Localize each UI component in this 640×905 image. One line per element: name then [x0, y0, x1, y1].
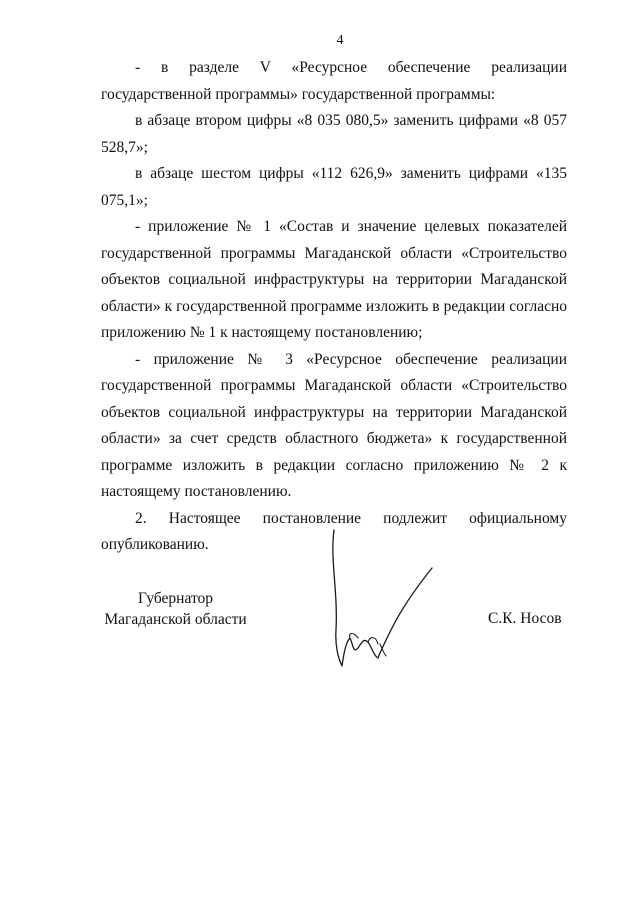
paragraph-publication: 2. Настоящее постановление подлежит официальному опубликованию.: [101, 509, 567, 553]
paragraph-appendix-1: - приложение № 1 «Состав и значение целевых показателей государственной программы Магаданской области «Строительство объектов социальной инфраструктуры на территории Магаданской области» к государственной программе изложить в редакции согласно приложению № 1 к настоящему постановлению;: [101, 218, 567, 341]
paragraph-abzac-2: в абзаце втором цифры «8 035 080,5» заменить цифрами «8 057 528,7»;: [101, 112, 567, 156]
governor-title-line2: Магаданской области: [104, 611, 247, 628]
handwritten-signature: [320, 520, 450, 670]
paragraph-section-v: - в разделе V «Ресурсное обеспечение реализации государственной программы» государственной программы:: [101, 59, 567, 103]
page-number: 4: [336, 33, 344, 48]
paragraph-appendix-3: - приложение № 3 «Ресурсное обеспечение реализации государственной программы Магаданской области «Строительство объектов социальной инфраструктуры на территории Магаданской области» за счет средств областного бюджета» к государственной программе изложить в редакции согласно приложению № 2 к настоящему постановлению.: [101, 350, 567, 500]
governor-title: [103, 588, 248, 630]
governor-name: С.К. Носов: [488, 610, 562, 627]
paragraph-abzac-6: в абзаце шестом цифры «112 626,9» заменить цифрами «135 075,1»;: [101, 165, 567, 209]
governor-title-line1: Губернатор: [137, 590, 214, 607]
